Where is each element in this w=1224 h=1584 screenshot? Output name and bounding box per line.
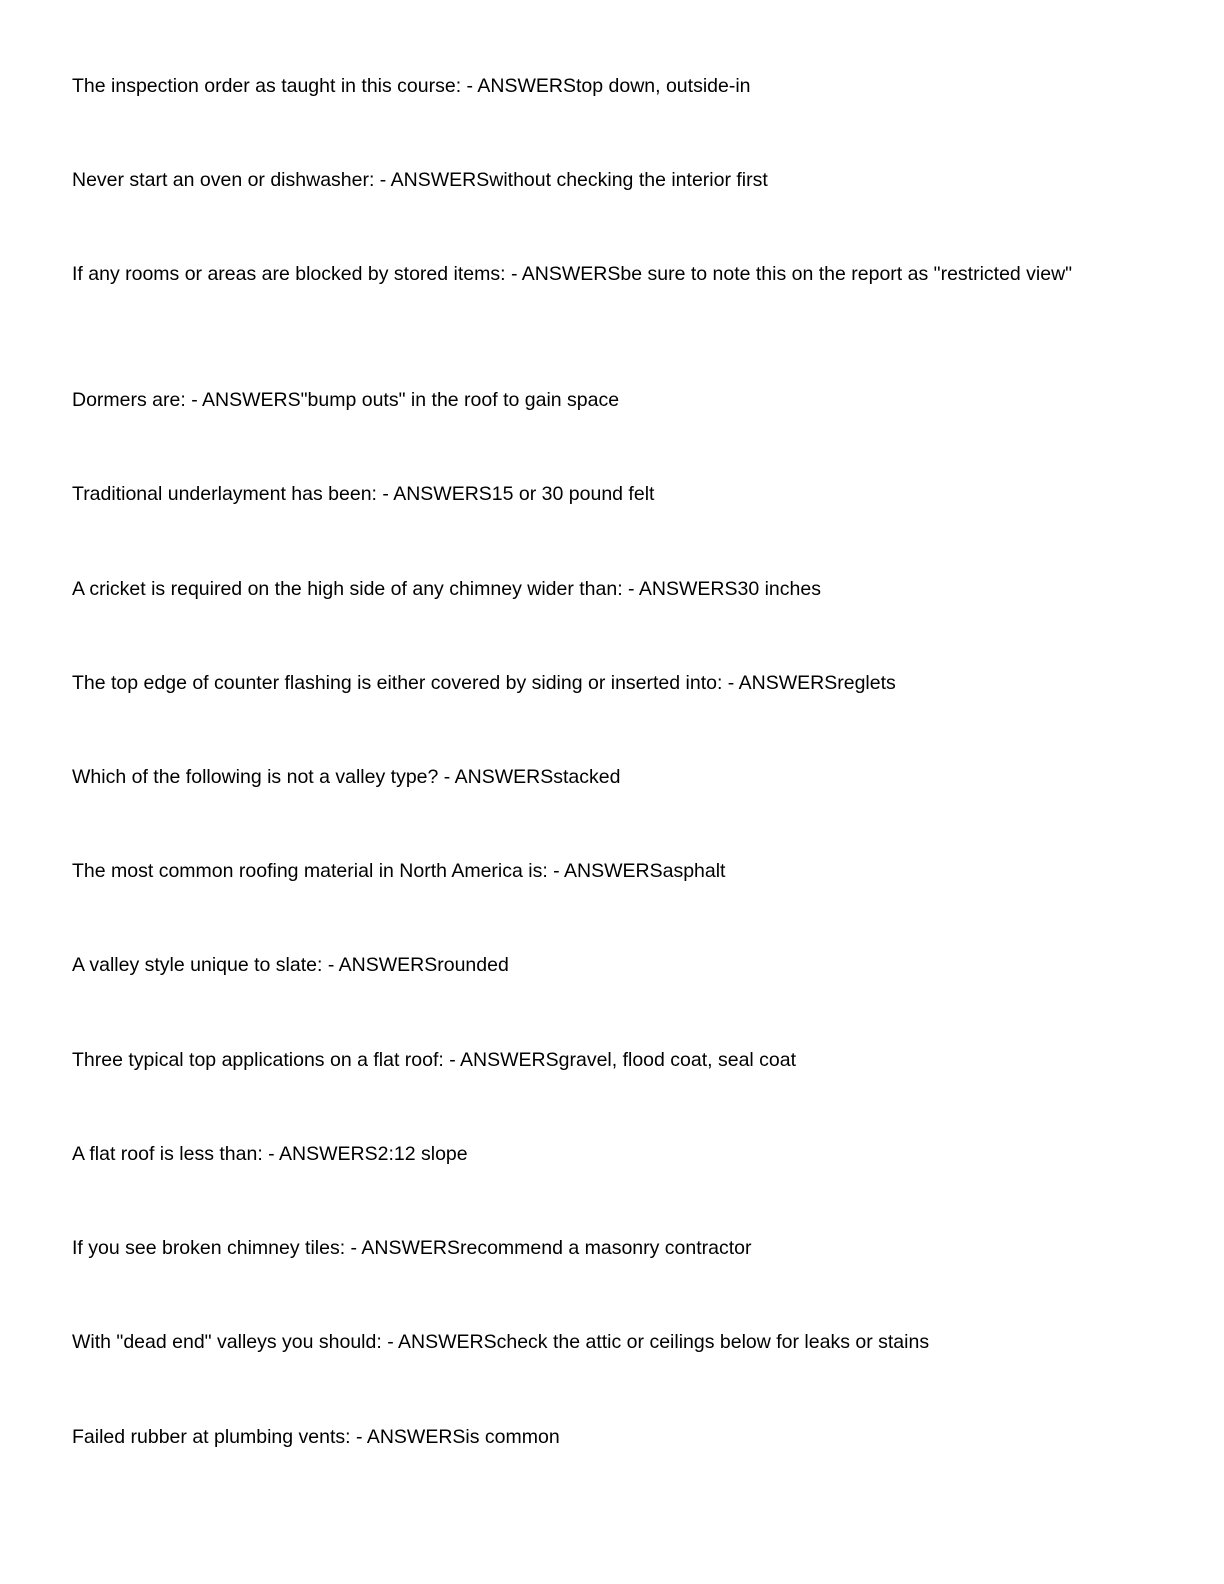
- qa-item-1: The inspection order as taught in this course: - ANSWERStop down, outside-in: [72, 75, 751, 97]
- qa-item-4: Dormers are: - ANSWERS"bump outs" in the roof to gain space: [72, 389, 620, 411]
- qa-item-15: Failed rubber at plumbing vents: - ANSWERSis common: [72, 1426, 560, 1448]
- qa-item-11: Three typical top applications on a flat roof: - ANSWERSgravel, flood coat, seal coat: [72, 1049, 797, 1071]
- qa-item-14: With "dead end" valleys you should: - ANSWERScheck the attic or ceilings below for leaks or stains: [72, 1331, 930, 1353]
- qa-item-8: Which of the following is not a valley type? - ANSWERSstacked: [72, 766, 621, 788]
- qa-item-3: If any rooms or areas are blocked by stored items: - ANSWERSbe sure to note this on the report as "restricted view": [72, 263, 1073, 285]
- qa-item-6: A cricket is required on the high side of any chimney wider than: - ANSWERS30 inches: [72, 578, 821, 600]
- qa-item-9: The most common roofing material in North America is: - ANSWERSasphalt: [72, 860, 726, 882]
- qa-item-2: Never start an oven or dishwasher: - ANSWERSwithout checking the interior first: [72, 169, 768, 191]
- qa-item-5: Traditional underlayment has been: - ANSWERS15 or 30 pound felt: [72, 483, 655, 505]
- qa-item-12: A flat roof is less than: - ANSWERS2:12 slope: [72, 1143, 468, 1165]
- qa-item-7: The top edge of counter flashing is either covered by siding or inserted into: - ANSWERSreglets: [72, 672, 896, 694]
- qa-item-10: A valley style unique to slate: - ANSWERSrounded: [72, 954, 509, 976]
- qa-item-13: If you see broken chimney tiles: - ANSWERSrecommend a masonry contractor: [72, 1237, 752, 1259]
